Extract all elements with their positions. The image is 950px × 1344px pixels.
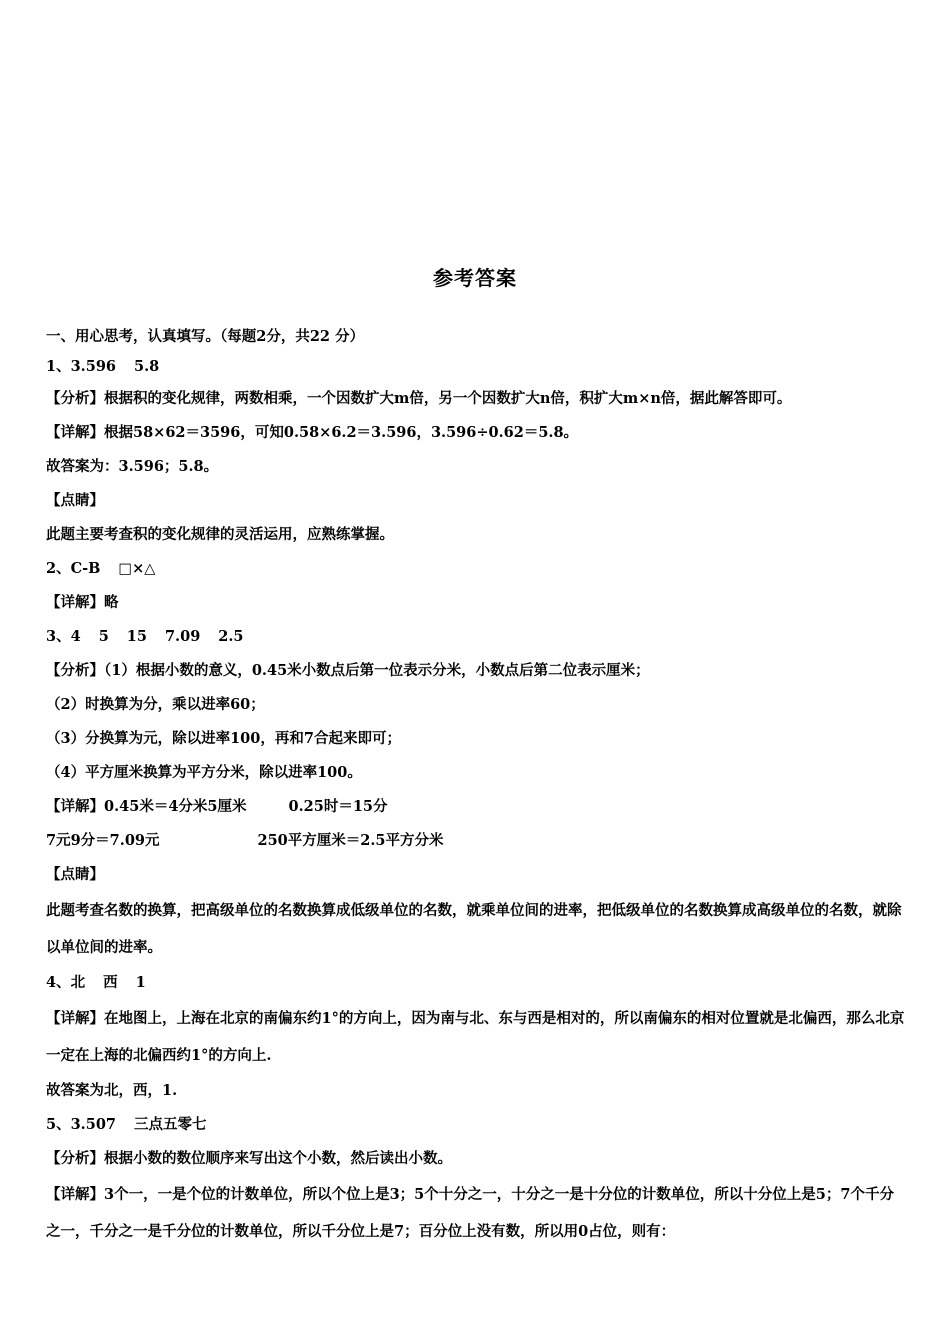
q3-answer-1: 4 [70,628,81,645]
q2-number: 2、 [46,560,71,577]
q3-detail-a: 【详解】0.45米＝4分米5厘米 [46,798,247,815]
q3-detail-c: 7元9分＝7.09元 [46,832,160,849]
q3-detail-d: 250平方厘米＝2.5平方分米 [257,832,444,849]
q3-comment-label: 【点睛】 [46,866,104,883]
q1-answer-b: 5.8 [134,358,160,375]
q1-comment-label: 【点睛】 [46,492,104,509]
q4-number: 4、 [46,974,71,991]
q5-answer-b: 三点五零七 [134,1116,207,1133]
q1-comment: 此题主要考查积的变化规律的灵活运用，应熟练掌握。 [46,526,394,543]
q4-conclusion: 故答案为北，西，1. [46,1082,178,1099]
q3-number: 3、 [46,628,71,645]
q4-answer [46,966,908,1000]
q3-answer-3: 15 [126,628,147,645]
q3-answer-2: 5 [98,628,109,645]
q3-analysis-2: （2）时换算为分，乘以进率60； [46,696,265,713]
q2-answer-a: C-B [70,560,101,577]
q2-answer-b: □×△ [118,560,156,577]
q1-number: 1、 [46,358,71,375]
q4-answer-3: 1 [135,974,146,991]
q1-answer-a: 3.596 [70,358,116,375]
q1-conclusion: 故答案为：3.596；5.8。 [46,458,219,475]
page-title: 参考答案 [433,266,517,290]
q4-answer-1: 北 [70,974,86,991]
q3-comment: 此题考查名数的换算，把高级单位的名数换算成低级单位的名数，就乘单位间的进率，把低级单位的名数换算成高级单位的名数，就除以单位间的进率。 [46,902,902,956]
q2-detail: 【详解】略 [46,594,119,611]
q4-answer-2: 西 [103,974,118,991]
q1-answer [46,352,908,382]
q3-analysis-3: （3）分换算为元，除以进率100，再和7合起来即可； [46,730,401,747]
answer-content [46,322,908,1250]
q3-analysis-4: （4）平方厘米换算为平方分米，除以进率100。 [46,764,362,781]
q3-answer [46,620,908,654]
q3-detail-row-2 [46,824,908,858]
q4-detail: 【详解】在地图上，上海在北京的南偏东约1°的方向上，因为南与北、东与西是相对的，所以南偏东的相对位置就是北偏西，那么北京一定在上海的北偏西约1°的方向上. [46,1010,905,1064]
q5-answer-a: 3.507 [70,1116,116,1133]
q5-answer [46,1108,908,1142]
q3-detail-row-1 [46,790,908,824]
q3-analysis-1: 【分析】（1）根据小数的意义，0.45米小数点后第一位表示分米，小数点后第二位表示厘米； [46,662,650,679]
q2-answer [46,552,908,586]
q1-detail: 【详解】根据58×62＝3596，可知0.58×6.2＝3.596，3.596÷0.62＝5.8。 [46,424,579,441]
q3-detail-b: 0.25时＝15分 [288,798,388,815]
q5-detail: 【详解】3个一，一是个位的计数单位，所以个位上是3；5个十分之一，十分之一是十分位的计数单位，所以十分位上是5；7个千分之一，千分之一是千分位的计数单位，所以千分位上是7；百分位上没有数，所以用0占位，则有： [46,1186,894,1240]
q5-number: 5、 [46,1116,71,1133]
q3-answer-4: 7.09 [164,628,201,645]
q5-analysis: 【分析】根据小数的数位顺序来写出这个小数，然后读出小数。 [46,1150,452,1167]
q3-answer-5: 2.5 [218,628,244,645]
q1-analysis: 【分析】根据积的变化规律，两数相乘，一个因数扩大m倍，另一个因数扩大n倍，积扩大m×n倍，据此解答即可。 [46,390,792,407]
section-heading: 一、用心思考，认真填写。（每题2分，共22 分） [46,328,365,345]
